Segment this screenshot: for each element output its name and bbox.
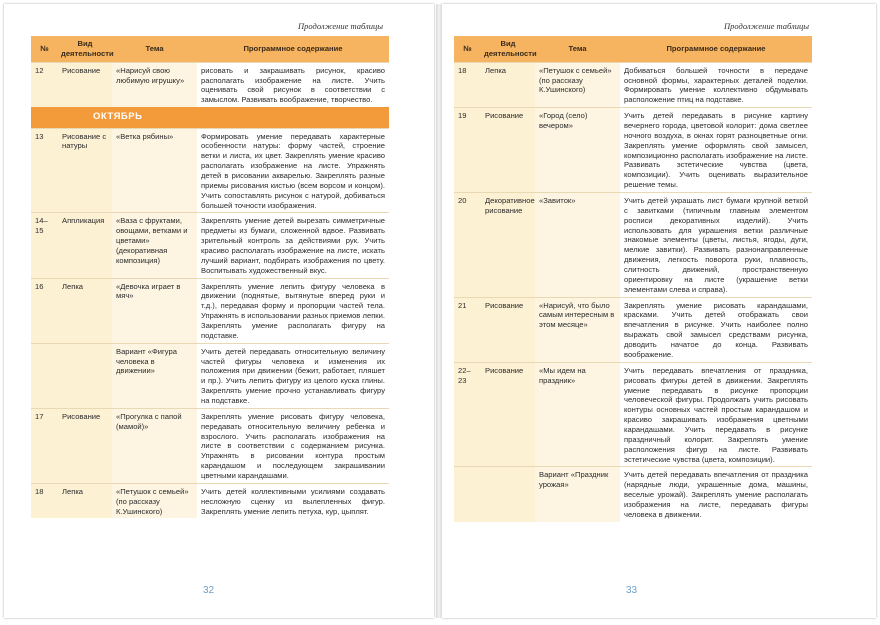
row-number: 13 bbox=[31, 128, 58, 213]
content-cell: Учить детей передавать в рисунке картину вечернего города, цветовой колорит: дома светлее ночного воздуха, в окнах горят разноцветные огни. Закреплять умение оформлять свой замысел, композиционно располагать изображение на листе. Развивать эстетические чувства (цвета, композиции). Учить оценивать выразительное решение темы. bbox=[620, 108, 812, 193]
left-page-number: 32 bbox=[203, 585, 215, 596]
topic-cell: «Ваза с фруктами, овощами, ветками и цветами» (декоративная композиция) bbox=[112, 213, 197, 278]
activity-cell: Лепка bbox=[481, 62, 535, 107]
topic-cell: «Петушок с семьей» (по рассказу К.Ушинского) bbox=[535, 62, 620, 107]
content-cell: Закреплять умение лепить фигуру человека в движении (поднятые, вытянутые вперед руки и т.д.), передавая форму и пропорции частей тела. Упражнять в использовании разных приемов лепки. Закреплять умение располагать фигуру на подставке. bbox=[197, 278, 389, 343]
header-content: Программное содержание bbox=[197, 36, 389, 62]
activity-cell: Лепка bbox=[58, 278, 112, 343]
table-header-row bbox=[454, 36, 812, 62]
header-content: Программное содержание bbox=[620, 36, 812, 62]
topic-cell: «Завиток» bbox=[535, 193, 620, 298]
table-row bbox=[31, 343, 389, 408]
content-cell: Формировать умение передавать характерные особенности натуры: форму частей, строение ветки и листа, их цвет. Закреплять умение красиво располагать изображение на листе. Упражнять детей в рисовании акварелью. Закреплять разные приемы рисования кистью (всем ворсом и концом). Учить сопоставлять рисунок с натурой, добиваться большей точности изображения. bbox=[197, 128, 389, 213]
row-number: 20 bbox=[454, 193, 481, 298]
month-row bbox=[31, 107, 389, 128]
row-number: 17 bbox=[31, 408, 58, 483]
topic-cell: «Петушок с семьей» (по рассказу К.Ушинского) bbox=[112, 483, 197, 518]
row-number: 14–15 bbox=[31, 213, 58, 278]
row-number: 19 bbox=[454, 108, 481, 193]
table-header-row bbox=[31, 36, 389, 62]
table-row bbox=[454, 362, 812, 467]
table-row bbox=[31, 213, 389, 278]
topic-cell: «Прогулка с папой (мамой)» bbox=[112, 408, 197, 483]
activity-cell bbox=[481, 467, 535, 522]
topic-cell: «Нарисуй свою любимую игрушку» bbox=[112, 62, 197, 107]
left-table-body bbox=[31, 62, 389, 518]
activity-cell: Рисование с натуры bbox=[58, 128, 112, 213]
table-row bbox=[454, 467, 812, 522]
table-row bbox=[31, 408, 389, 483]
topic-cell: «Ветка рябины» bbox=[112, 128, 197, 213]
content-cell: Закреплять умение рисовать карандашами, красками. Учить детей отображать свои впечатления в рисунке. Учить наиболее полно выражать свой замысел средствами рисунка, доводить начатое до конца. Развивать воображение. bbox=[620, 297, 812, 362]
book-spine bbox=[436, 4, 442, 618]
row-number: 18 bbox=[454, 62, 481, 107]
topic-cell: «Город (село) вечером» bbox=[535, 108, 620, 193]
content-cell: Учить передавать впечатления от праздника, рисовать фигуры детей в движении. Закреплять умение передавать в рисунке пропорции человеческой фигуры. Продолжать учить рисовать контуры основных частей простым карандашом и красиво закрашивать изображения цветными карандашами. Учить передавать в рисунке праздничный колорит. Закреплять умение расположения фигур на листе. Развивать эстетические чувства (цвета, композиции). bbox=[620, 362, 812, 467]
header-topic: Тема bbox=[535, 36, 620, 62]
content-cell: Учить детей передавать впечатления от праздника (нарядные люди, украшенные дома, машины, веселые урожай). Закреплять умение располагать изображения на листе, передавать фигуры человека в движении. bbox=[620, 467, 812, 522]
table-row bbox=[454, 297, 812, 362]
activity-cell bbox=[58, 343, 112, 408]
right-table-body bbox=[454, 62, 812, 521]
right-continuation-label: Продолжение таблицы bbox=[724, 21, 810, 31]
content-cell: рисовать и закрашивать рисунок, красиво располагать изображение на листе. Учить оценивать свой рисунок в соответствии с замыслом. Развивать воображение, творчество. bbox=[197, 62, 389, 107]
table-row bbox=[31, 483, 389, 518]
activity-cell: Рисование bbox=[481, 362, 535, 467]
topic-cell: Вариант «Праздник урожая» bbox=[535, 467, 620, 522]
activity-cell: Лепка bbox=[58, 483, 112, 518]
content-cell: Учить детей коллективными усилиями создавать несложную сценку из вылепленных фигур. Закреплять умение лепить петуха, кур, цыплят. bbox=[197, 483, 389, 518]
topic-cell: Вариант «Фигура человека в движении» bbox=[112, 343, 197, 408]
table-row bbox=[31, 128, 389, 213]
row-number: 12 bbox=[31, 62, 58, 107]
header-number: № bbox=[31, 36, 58, 62]
activity-cell: Аппликация bbox=[58, 213, 112, 278]
activity-cell: Декоративное рисование bbox=[481, 193, 535, 298]
row-number: 18 bbox=[31, 483, 58, 518]
row-number bbox=[31, 343, 58, 408]
header-activity: Вид деятельности bbox=[58, 36, 112, 62]
content-cell: Добиваться большей точности в передаче основной формы, характерных деталей поделки. Формировать умение коллективно обдумывать расположение птиц на подставке. bbox=[620, 62, 812, 107]
topic-cell: «Мы идем на праздник» bbox=[535, 362, 620, 467]
content-cell: Учить детей украшать лист бумаги крупной веткой с завитками (типичным главным элементом росписи декоративных изделий). Учить использовать для украшения ветки различные знакомые элементы (цветы, листья, ягоды, дуги, мелкие завитки). Развивать разнонаправленные движения, легкость поворота руки, плавность, слитность движений, пространственную ориентировку на листе (украшение ветки элементами слева и справа). bbox=[620, 193, 812, 298]
topic-cell: «Нарисуй, что было самым интересным в этом месяце» bbox=[535, 297, 620, 362]
activity-cell: Рисование bbox=[58, 62, 112, 107]
table-row bbox=[454, 193, 812, 298]
header-topic: Тема bbox=[112, 36, 197, 62]
content-cell: Учить детей передавать относительную величину частей фигуры человека и изменения их положения при движении (бежит, работает, пляшет и пр.). Учить лепить фигуру из целого куска глины. Закреплять умение прочно устанавливать фигуру на подставке. bbox=[197, 343, 389, 408]
table-row bbox=[454, 62, 812, 107]
row-number: 22–23 bbox=[454, 362, 481, 467]
activity-cell: Рисование bbox=[481, 108, 535, 193]
table-row bbox=[31, 62, 389, 107]
header-activity: Вид деятельности bbox=[481, 36, 535, 62]
month-label: ОКТЯБРЬ bbox=[31, 107, 389, 128]
row-number: 21 bbox=[454, 297, 481, 362]
table-row bbox=[31, 278, 389, 343]
row-number bbox=[454, 467, 481, 522]
activity-cell: Рисование bbox=[58, 408, 112, 483]
table-row bbox=[454, 108, 812, 193]
left-continuation-label: Продолжение таблицы bbox=[298, 21, 384, 31]
header-number: № bbox=[454, 36, 481, 62]
activity-cell: Рисование bbox=[481, 297, 535, 362]
right-page-number: 33 bbox=[626, 585, 638, 596]
right-program-table bbox=[454, 36, 812, 522]
topic-cell: «Девочка играет в мяч» bbox=[112, 278, 197, 343]
left-program-table bbox=[31, 36, 389, 518]
content-cell: Закреплять умение рисовать фигуру человека, передавать относительную величину ребенка и взрослого. Учить располагать изображения на листе в соответствии с содержанием рисунка. Упражнять в рисовании контура простым карандашом и последующем закрашивании цветными карандашами. bbox=[197, 408, 389, 483]
content-cell: Закреплять умение детей вырезать симметричные предметы из бумаги, сложенной вдвое. Развивать зрительный контроль за действиями рук. Учить красиво располагать изображение на листе, искать лучший вариант, подбирать изображения по цвету. Воспитывать художественный вкус. bbox=[197, 213, 389, 278]
row-number: 16 bbox=[31, 278, 58, 343]
